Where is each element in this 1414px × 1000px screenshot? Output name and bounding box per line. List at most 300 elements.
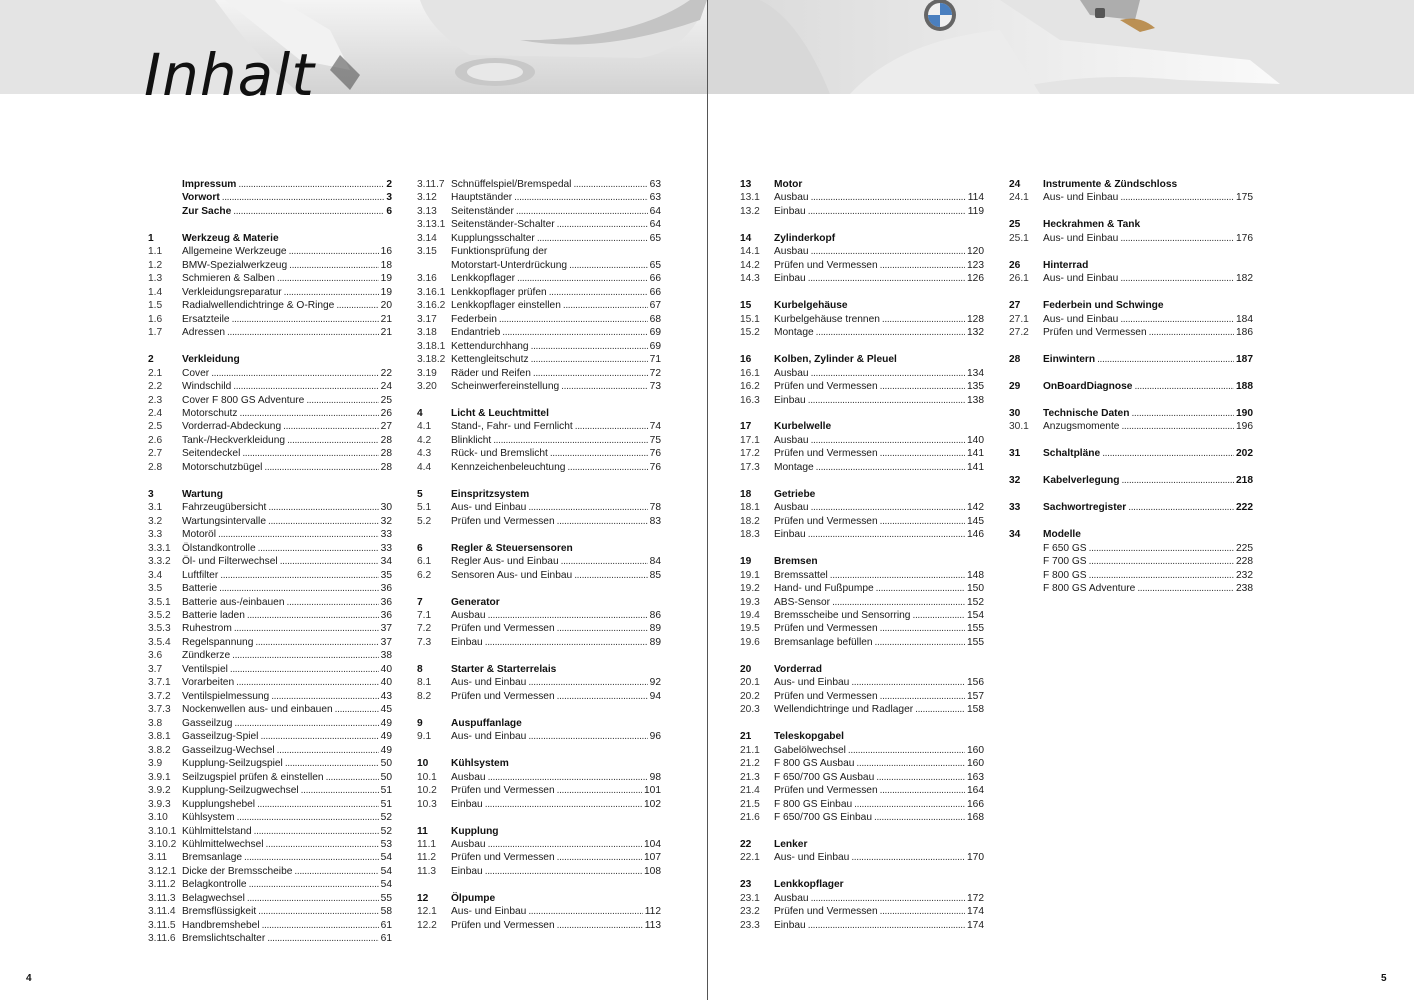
toc-entry-title: Prüfen und Vermessen [451, 852, 555, 864]
toc-chapter-heading[interactable] [1009, 528, 1253, 541]
toc-chapter-heading[interactable] [740, 663, 984, 676]
toc-entry[interactable] [740, 380, 984, 393]
toc-dot-leader [255, 636, 378, 649]
toc-entry[interactable] [148, 528, 392, 541]
toc-entry-number: 34 [1009, 529, 1021, 541]
toc-dot-leader [285, 757, 379, 770]
toc-entry-title: F 800 GS Einbau [774, 798, 853, 810]
toc-entry-page: 184 [1236, 313, 1253, 325]
toc-entry-page: 49 [380, 717, 392, 729]
toc-entry[interactable] [740, 744, 984, 757]
toc-entry[interactable] [148, 905, 392, 918]
toc-dot-leader [234, 717, 378, 730]
toc-entry[interactable] [148, 555, 392, 568]
toc-entry[interactable] [148, 744, 392, 757]
toc-entry[interactable] [417, 730, 661, 743]
toc-dot-leader [567, 461, 647, 474]
toc-entry[interactable] [148, 259, 392, 272]
toc-entry[interactable] [417, 838, 661, 851]
toc-chapter-heading[interactable] [740, 353, 984, 366]
toc-chapter-heading[interactable] [417, 825, 661, 838]
toc-dot-leader [528, 905, 642, 918]
toc-chapter-heading[interactable] [148, 353, 392, 366]
toc-entry-title: F 800 GS Adventure [1043, 583, 1136, 595]
toc-column-3 [740, 178, 984, 932]
toc-entry[interactable] [417, 218, 661, 231]
toc-dot-leader [262, 919, 379, 932]
toc-entry[interactable] [417, 232, 661, 245]
toc-entry[interactable] [148, 434, 392, 447]
toc-entry[interactable] [148, 676, 392, 689]
toc-entry-title: Räder und Reifen [451, 367, 531, 379]
toc-entry[interactable] [417, 420, 661, 433]
toc-entry[interactable] [417, 380, 661, 393]
toc-entry[interactable] [1009, 272, 1253, 285]
toc-entry-page: 36 [380, 596, 392, 608]
toc-entry[interactable] [417, 676, 661, 689]
toc-entry[interactable] [148, 420, 392, 433]
toc-entry-page: 190 [1236, 407, 1253, 419]
toc-dot-leader [531, 353, 648, 366]
toc-entry-number: 19.5 [740, 623, 760, 635]
toc-dot-leader [557, 784, 642, 797]
toc-dot-leader [254, 825, 379, 838]
toc-entry-title: Wartung [182, 488, 223, 500]
toc-chapter-heading[interactable] [740, 730, 984, 743]
toc-entry[interactable] [148, 596, 392, 609]
toc-entry[interactable] [417, 272, 661, 285]
toc-entry[interactable] [417, 690, 661, 703]
toc-entry[interactable] [148, 838, 392, 851]
toc-dot-leader [294, 865, 378, 878]
toc-entry-title: Einbau [774, 919, 806, 931]
toc-entry-title: Prüfen und Vermessen [774, 259, 878, 271]
toc-entry[interactable] [1009, 569, 1253, 582]
toc-chapter-heading[interactable] [417, 542, 661, 555]
toc-entry-page: 69 [649, 327, 661, 339]
toc-entry[interactable] [1009, 326, 1253, 339]
toc-entry[interactable] [740, 245, 984, 258]
toc-entry[interactable] [148, 757, 392, 770]
toc-entry-title: Fahrzeugübersicht [182, 502, 267, 514]
toc-entry[interactable] [417, 326, 661, 339]
toc-entry-number: 18.2 [740, 515, 760, 527]
toc-entry-number: 26 [1009, 259, 1021, 271]
toc-chapter-heading[interactable] [417, 717, 661, 730]
toc-entry[interactable] [740, 811, 984, 824]
toc-entry[interactable] [148, 380, 392, 393]
toc-spacer [148, 474, 392, 487]
toc-entry[interactable] [417, 515, 661, 528]
toc-entry[interactable] [1009, 313, 1253, 326]
toc-entry-page: 19 [380, 273, 392, 285]
toc-entry[interactable] [1009, 232, 1253, 245]
toc-entry-page: 73 [649, 381, 661, 393]
toc-entry-page: 188 [1236, 381, 1253, 393]
toc-entry-page: 63 [649, 179, 661, 190]
toc-chapter-heading[interactable] [740, 555, 984, 568]
toc-entry[interactable] [417, 798, 661, 811]
toc-dot-leader [557, 851, 642, 864]
toc-entry-title: Cover [182, 367, 210, 379]
toc-entry-number: 3.13 [417, 205, 437, 217]
toc-entry[interactable] [417, 609, 661, 622]
toc-dot-leader [912, 609, 965, 622]
toc-entry[interactable] [417, 313, 661, 326]
toc-entry-page: 25 [380, 394, 392, 406]
toc-entry[interactable] [148, 515, 392, 528]
toc-entry[interactable] [148, 811, 392, 824]
toc-entry[interactable] [740, 326, 984, 339]
toc-entry-number: 4.4 [417, 461, 432, 473]
toc-entry-page: 228 [1236, 556, 1253, 568]
toc-chapter-heading[interactable] [148, 488, 392, 501]
toc-chapter-heading[interactable] [417, 596, 661, 609]
toc-dot-leader [851, 676, 965, 689]
toc-entry-title: Bremsscheibe und Sensorring [774, 610, 911, 621]
toc-entry-number: 5.2 [417, 515, 432, 527]
toc-entry-number: 24.1 [1009, 192, 1029, 204]
toc-entry-number: 20 [740, 663, 752, 675]
toc-entry-page: 138 [967, 394, 984, 406]
toc-entry[interactable] [148, 394, 392, 407]
toc-dot-leader [258, 542, 379, 555]
toc-chapter-heading[interactable] [1009, 474, 1253, 487]
toc-entry-page: 18 [380, 259, 392, 271]
toc-entry-page: 34 [380, 556, 392, 568]
toc-entry[interactable] [417, 245, 661, 258]
toc-entry[interactable] [417, 622, 661, 635]
toc-dot-leader [266, 838, 379, 851]
toc-entry[interactable] [417, 447, 661, 460]
toc-entry[interactable] [740, 205, 984, 218]
toc-entry[interactable] [417, 851, 661, 864]
toc-entry[interactable] [148, 542, 392, 555]
toc-entry[interactable] [148, 313, 392, 326]
toc-spacer [740, 286, 984, 299]
toc-entry[interactable] [740, 622, 984, 635]
toc-entry[interactable] [417, 501, 661, 514]
toc-entry[interactable] [740, 757, 984, 770]
toc-chapter-heading[interactable] [148, 191, 392, 204]
toc-chapter-heading[interactable] [417, 488, 661, 501]
toc-chapter-heading[interactable] [1009, 178, 1253, 191]
toc-dot-leader [811, 501, 965, 514]
toc-entry-page: 26 [380, 407, 392, 419]
toc-entry[interactable] [417, 299, 661, 312]
toc-entry-title: Prüfen und Vermessen [774, 381, 878, 393]
toc-entry-number: 10.2 [417, 785, 437, 797]
page-title: Inhalt [144, 41, 316, 109]
toc-entry[interactable] [740, 690, 984, 703]
toc-dot-leader [811, 892, 965, 905]
toc-entry[interactable] [148, 367, 392, 380]
toc-dot-leader [1120, 272, 1234, 285]
toc-entry[interactable] [740, 905, 984, 918]
toc-entry[interactable] [740, 919, 984, 932]
toc-entry[interactable] [740, 528, 984, 541]
toc-dot-leader [574, 569, 647, 582]
toc-entry[interactable] [148, 501, 392, 514]
toc-entry[interactable] [148, 326, 392, 339]
toc-entry[interactable] [740, 367, 984, 380]
toc-entry-page: 27 [380, 421, 392, 433]
toc-entry-number: 8 [417, 663, 423, 675]
toc-entry-title: Kurbelgehäuse trennen [774, 313, 880, 325]
toc-entry-title: Radialwellendichtringe & O-Ringe [182, 300, 335, 312]
toc-entry-number: 19 [740, 556, 752, 568]
toc-entry-page: 94 [649, 690, 661, 702]
toc-entry-page: 36 [380, 610, 392, 621]
toc-entry[interactable] [417, 340, 661, 353]
toc-entry-title: Kennzeichenbeleuchtung [451, 461, 566, 473]
toc-entry[interactable] [148, 286, 392, 299]
toc-dot-leader [856, 757, 965, 770]
toc-entry[interactable] [148, 636, 392, 649]
toc-dot-leader [811, 245, 965, 258]
toc-entry-page: 155 [967, 623, 984, 635]
toc-entry[interactable] [148, 272, 392, 285]
toc-entry-title: Vorarbeiten [182, 677, 235, 689]
toc-entry-title: Federbein [451, 313, 497, 325]
toc-spacer [740, 649, 984, 662]
toc-entry-number: 5.1 [417, 502, 432, 514]
toc-entry[interactable] [1009, 420, 1253, 433]
toc-entry[interactable] [740, 569, 984, 582]
toc-entry[interactable] [148, 447, 392, 460]
toc-chapter-heading[interactable] [417, 757, 661, 770]
toc-entry-page: 52 [380, 812, 392, 824]
toc-entry[interactable] [148, 245, 392, 258]
toc-entry-title: Bremslichtschalter [182, 933, 266, 945]
toc-entry-number: 2 [148, 354, 154, 366]
toc-entry[interactable] [1009, 542, 1253, 555]
toc-chapter-heading[interactable] [1009, 218, 1253, 231]
toc-entry[interactable] [148, 407, 392, 420]
toc-entry-number: 10 [417, 758, 429, 770]
toc-dot-leader [832, 596, 965, 609]
toc-entry[interactable] [148, 663, 392, 676]
toc-entry[interactable] [148, 461, 392, 474]
toc-entry[interactable] [148, 892, 392, 905]
toc-entry-title: Bremsanlage [182, 852, 243, 864]
toc-entry-title: Kettengleitschutz [451, 354, 529, 366]
toc-spacer [1009, 340, 1253, 353]
toc-entry-number: 31 [1009, 448, 1021, 460]
toc-entry[interactable] [417, 865, 661, 878]
toc-entry[interactable] [417, 191, 661, 204]
toc-entry[interactable] [1009, 555, 1253, 568]
toc-entry[interactable] [417, 353, 661, 366]
toc-dot-leader [230, 663, 379, 676]
toc-entry[interactable] [417, 919, 661, 932]
toc-entry[interactable] [740, 703, 984, 716]
toc-entry[interactable] [740, 892, 984, 905]
toc-entry[interactable] [740, 798, 984, 811]
toc-entry[interactable] [417, 434, 661, 447]
toc-chapter-heading[interactable] [740, 232, 984, 245]
toc-spacer [148, 218, 392, 231]
toc-chapter-heading[interactable] [417, 407, 661, 420]
toc-entry-number: 3.12.1 [148, 865, 177, 877]
toc-entry[interactable] [148, 299, 392, 312]
toc-entry[interactable] [740, 461, 984, 474]
toc-dot-leader [561, 380, 647, 393]
toc-entry[interactable] [417, 905, 661, 918]
toc-entry[interactable] [740, 259, 984, 272]
toc-entry-number: 1 [148, 232, 154, 244]
toc-entry[interactable] [740, 313, 984, 326]
toc-dot-leader [287, 596, 379, 609]
toc-entry[interactable] [417, 636, 661, 649]
toc-entry[interactable] [148, 784, 392, 797]
toc-entry[interactable] [740, 515, 984, 528]
toc-spacer [1009, 515, 1253, 528]
toc-entry[interactable] [1009, 191, 1253, 204]
toc-entry-title: Rück- und Bremslicht [451, 448, 548, 460]
toc-chapter-heading[interactable] [1009, 299, 1253, 312]
toc-entry-page: 187 [1236, 354, 1253, 366]
toc-spacer [148, 340, 392, 353]
toc-entry[interactable] [148, 865, 392, 878]
toc-chapter-heading[interactable] [417, 892, 661, 905]
toc-entry[interactable] [148, 649, 392, 662]
toc-entry[interactable] [417, 259, 661, 272]
toc-entry[interactable] [740, 272, 984, 285]
toc-entry-page: 54 [380, 852, 392, 864]
toc-entry[interactable] [148, 717, 392, 730]
toc-entry[interactable] [148, 798, 392, 811]
toc-chapter-heading[interactable] [740, 878, 984, 891]
toc-entry-number: 23.3 [740, 919, 760, 931]
toc-entry[interactable] [740, 394, 984, 407]
toc-entry-title: Aus- und Einbau [451, 906, 527, 918]
toc-entry[interactable] [148, 919, 392, 932]
toc-entry-number: 32 [1009, 475, 1021, 487]
toc-entry[interactable] [740, 596, 984, 609]
toc-entry-page: 154 [967, 610, 984, 621]
toc-entry[interactable] [417, 286, 661, 299]
toc-entry[interactable] [148, 932, 392, 945]
toc-entry[interactable] [740, 191, 984, 204]
toc-entry-number: 19.4 [740, 610, 760, 621]
toc-dot-leader [233, 380, 378, 393]
toc-entry[interactable] [417, 569, 661, 582]
toc-entry[interactable] [417, 771, 661, 784]
toc-chapter-heading[interactable] [148, 178, 392, 191]
toc-entry-page: 170 [967, 852, 984, 864]
toc-entry[interactable] [740, 582, 984, 595]
toc-entry[interactable] [148, 622, 392, 635]
toc-dot-leader [258, 905, 378, 918]
toc-entry-page: 49 [380, 744, 392, 756]
toc-entry-title: Ruhestrom [182, 623, 232, 635]
toc-chapter-heading[interactable] [740, 838, 984, 851]
toc-entry[interactable] [148, 703, 392, 716]
toc-chapter-heading[interactable] [148, 205, 392, 218]
toc-entry-number: 2.4 [148, 407, 163, 419]
toc-chapter-heading[interactable] [148, 232, 392, 245]
toc-entry-title: Prüfen und Vermessen [774, 448, 878, 460]
toc-chapter-heading[interactable] [740, 420, 984, 433]
toc-entry-number: 3.3.1 [148, 542, 171, 554]
toc-chapter-heading[interactable] [1009, 501, 1253, 514]
toc-entry-title: Licht & Leuchtmittel [451, 407, 549, 419]
toc-entry-page: 64 [649, 219, 661, 231]
toc-entry-title: Prüfen und Vermessen [774, 785, 878, 797]
toc-dot-leader [287, 434, 379, 447]
toc-entry[interactable] [740, 851, 984, 864]
toc-chapter-heading[interactable] [1009, 353, 1253, 366]
toc-entry-number: 11.1 [417, 838, 437, 850]
toc-chapter-heading[interactable] [1009, 407, 1253, 420]
toc-chapter-heading[interactable] [740, 488, 984, 501]
toc-chapter-heading[interactable] [1009, 259, 1253, 272]
toc-entry-number: 19.1 [740, 569, 760, 581]
toc-entry[interactable] [740, 636, 984, 649]
toc-entry-number: 3.18.2 [417, 354, 446, 366]
toc-entry[interactable] [740, 676, 984, 689]
toc-entry[interactable] [148, 771, 392, 784]
toc-entry-page: 55 [380, 892, 392, 904]
toc-entry[interactable] [148, 878, 392, 891]
toc-chapter-heading[interactable] [1009, 447, 1253, 460]
toc-entry[interactable] [740, 501, 984, 514]
toc-entry[interactable] [148, 569, 392, 582]
toc-entry-title: Kupplung-Seilzugspiel [182, 758, 283, 770]
toc-chapter-heading[interactable] [740, 178, 984, 191]
toc-entry[interactable] [740, 771, 984, 784]
toc-entry-page: 43 [380, 690, 392, 702]
toc-entry-title: Nockenwellen aus- und einbauen [182, 704, 333, 716]
toc-entry-number: 3.2 [148, 515, 163, 527]
toc-chapter-heading[interactable] [740, 299, 984, 312]
toc-entry[interactable] [148, 582, 392, 595]
toc-chapter-heading[interactable] [1009, 380, 1253, 393]
toc-entry[interactable] [740, 447, 984, 460]
toc-entry[interactable] [417, 367, 661, 380]
toc-entry[interactable] [148, 690, 392, 703]
toc-entry[interactable] [148, 825, 392, 838]
toc-entry[interactable] [1009, 582, 1253, 595]
toc-entry[interactable] [740, 434, 984, 447]
toc-entry-number: 3.14 [417, 232, 437, 244]
toc-dot-leader [227, 326, 379, 339]
toc-entry[interactable] [417, 461, 661, 474]
toc-entry-title: Sachwortregister [1043, 502, 1127, 514]
toc-chapter-heading[interactable] [417, 663, 661, 676]
toc-entry-number: 2.1 [148, 367, 163, 379]
toc-entry-number: 18.3 [740, 529, 760, 541]
toc-dot-leader [335, 703, 379, 716]
toc-entry-title: Vorwort [182, 192, 220, 204]
toc-entry-number: 3.16.2 [417, 300, 446, 312]
toc-entry-page: 113 [644, 919, 661, 931]
toc-spacer [1009, 286, 1253, 299]
toc-entry[interactable] [740, 609, 984, 622]
toc-entry[interactable] [417, 784, 661, 797]
toc-entry[interactable] [740, 784, 984, 797]
toc-entry[interactable] [148, 851, 392, 864]
toc-entry-number: 3.13.1 [417, 219, 446, 231]
toc-entry[interactable] [417, 205, 661, 218]
toc-entry[interactable] [148, 609, 392, 622]
toc-entry[interactable] [148, 730, 392, 743]
toc-entry-title: Prüfen und Vermessen [774, 515, 878, 527]
toc-entry[interactable] [417, 178, 661, 191]
toc-entry-number: 3.18.1 [417, 340, 446, 352]
toc-entry[interactable] [417, 555, 661, 568]
